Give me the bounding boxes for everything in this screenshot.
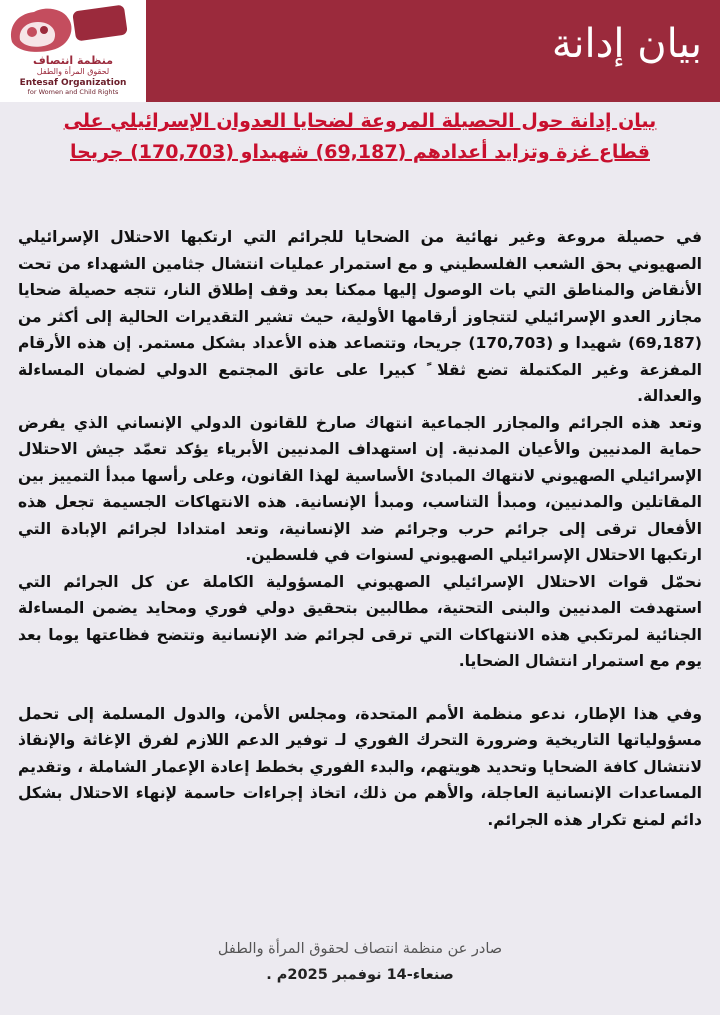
statement-title-text: بيان إدانة حول الحصيلة المروعة لضحايا العدوان الإسرائيلي على قطاع غزة وتزايد أعدادهم (69,187) شهيداو (170,703) جريحا xyxy=(63,110,657,163)
logo-name-en: Entesaf Organization xyxy=(19,78,127,88)
banner-title: بيان إدانة xyxy=(551,21,702,67)
header-banner xyxy=(146,0,720,102)
statement-title xyxy=(40,106,680,168)
paragraph-2: وتعد هذه الجرائم والمجازر الجماعية انتهاك صارخ للقانون الدولي الإنساني الذي يفرض حماية المدنيين والأعيان المدنية. إن استهداف المدنيين الأبرياء يؤكد تعمّد جيش الاحتلال الإسرائيلي الصهيوني لانتهاك المبادئ الأساسية لهذا القانون، وعلى رأسها مبدأ التمييز بين المقاتلين والمدنيين، ومبدأ التناسب، ومبدأ الإنسانية. هذه الانتهاكات الجسيمة تجعل هذه الأفعال ترقى إلى جرائم حرب وجرائم ضد الإنسانية، وتعد امتدادا لجرائم الإبادة التي ارتكبها الاحتلال الإسرائيلي الصهيوني لسنوات في فلسطين. xyxy=(18,413,702,564)
logo-subtitle-en: for Women and Child Rights xyxy=(27,88,119,96)
logo-mark-icon xyxy=(4,2,142,56)
logo-subtitle-ar: لحقوق المرأة والطفل xyxy=(36,67,110,76)
paragraph-3: نحمّل قوات الاحتلال الإسرائيلي الصهيوني المسؤولية الكاملة عن كل الجرائم التي استهدفت المدنيين والبنى التحتية، مطالبين بتحقيق دولي فوري ومحايد يضمن المساءلة الجنائية لمرتكبي هذه الانتهاكات التي ترقى لجرائم ضد الإنسانية وتتضح فظاعتها يوما بعد يوم مع استمرار انتشال الضحايا. xyxy=(18,572,702,670)
header xyxy=(0,0,720,102)
organization-logo xyxy=(0,0,146,102)
statement-body xyxy=(18,224,702,833)
paragraph-4: وفي هذا الإطار، ندعو منظمة الأمم المتحدة، ومجلس الأمن، والدول المسلمة إلى تحمل مسؤولياتها التاريخية وضرورة التحرك الفوري لـ توفير الدعم اللازم لفرق الإغاثة والإنقاذ لانتشال كافة الضحايا وتحديد هويتهم، والبدء الفوري بخطط إعادة الإعمار الشاملة ، وتقديم المساعدات الإنسانية العاجلة، والأهم من ذلك، اتخاذ إجراءات حاسمة لإنهاء الاحتلال بشكل دائم لمنع تكرار هذه الجرائم. xyxy=(18,704,702,829)
footer xyxy=(0,936,720,988)
logo-name-ar: منظمة انتصاف xyxy=(32,54,114,67)
paragraph-1: في حصيلة مروعة وغير نهائية من الضحايا للجرائم التي ارتكبها الاحتلال الإسرائيلي الصهيوني بحق الشعب الفلسطيني و مع استمرار عمليات انتشال جثامين الشهداء من تحت الأنقاض والمناطق التي بات الوصول إليها ممكنا بعد وقف إطلاق النار، تتجه حصيلة ضحايا مجازر العدو الإسرائيلي لتتجاوز أرقامها الأولية، حيث تشير التقديرات الحالية إلى أكثر من (69,187) شهيدا و (170,703) جريحا، وتتصاعد هذه الأعداد بشكل مستمر. إن هذه الأرقام المفزعة وغير المكتملة تضع ثقلا ً كبيرا على عاتق المجتمع الدولي لضمان المساءلة والعدالة. xyxy=(18,228,702,405)
footer-date: صنعاء-14 نوفمبر 2025م . xyxy=(266,967,454,983)
footer-issuer: صادر عن منظمة انتصاف لحقوق المرأة والطفل xyxy=(217,941,503,957)
